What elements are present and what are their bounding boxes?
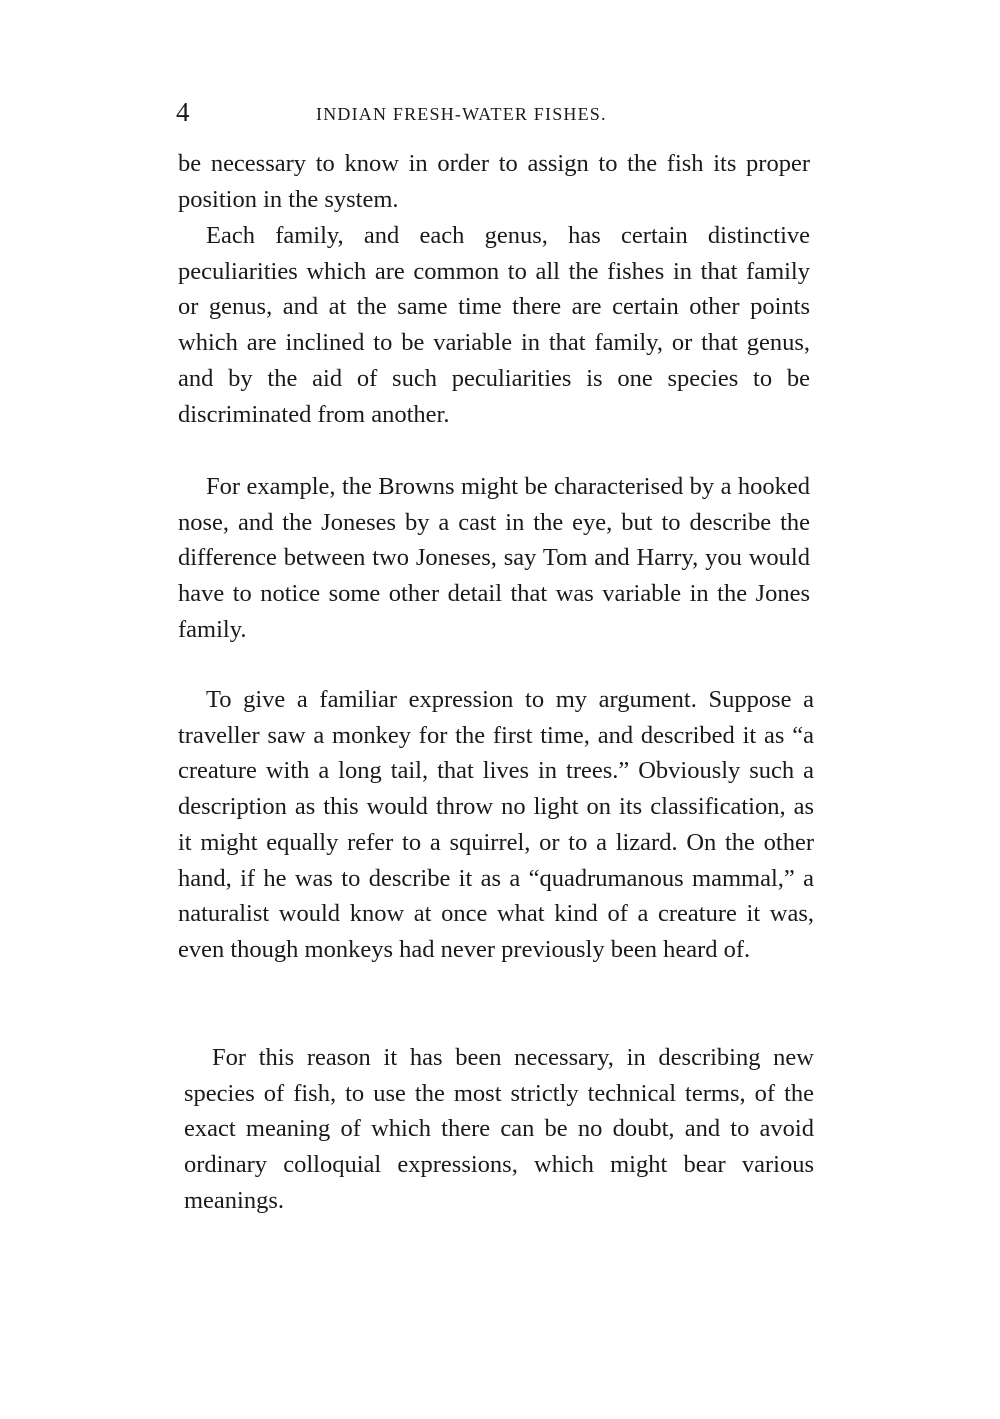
paragraph-technical-terms: For this reason it has been necessary, in describing new species of fish, to use the most strictly technical terms, of the exact meaning of which there can be no doubt, and to avoid ordinary colloquial expressions, which might bear various meanings.	[184, 1044, 814, 1214]
paragraph-family-genus: Each family, and each genus, has certain distinctive peculiarities which are common to all the fishes in that family or genus, and at the same time there are certain other points which are inclined to be variable in that family, or that genus, and by the aid of such peculiarities is one species to be discriminated from another.	[178, 222, 810, 428]
paragraph-monkey-example: To give a familiar expression to my argument. Suppose a traveller saw a monkey for the first time, and described it as “a creature with a long tail, that lives in trees.” Obviously such a description as this would throw no light on its classification, as it might equally refer to a squirrel, or to a lizard. On the other hand, if he was to describe it as a “quadrumanous mammal,” a naturalist would know at once what kind of a creature it was, even though monkeys had never previously been heard of.	[178, 686, 814, 963]
paragraph-browns-joneses: For example, the Browns might be characterised by a hooked nose, and the Joneses by a cast in the eye, but to describe the difference between two Joneses, say Tom and Harry, you would have to notice some other detail that was variable in the Jones family.	[178, 473, 810, 643]
running-header	[176, 96, 816, 132]
running-title: INDIAN FRESH-WATER FISHES.	[316, 104, 607, 124]
paragraph-continuation: be necessary to know in order to assign to the fish its proper position in the system.	[178, 150, 810, 213]
page-number: 4	[176, 97, 190, 127]
